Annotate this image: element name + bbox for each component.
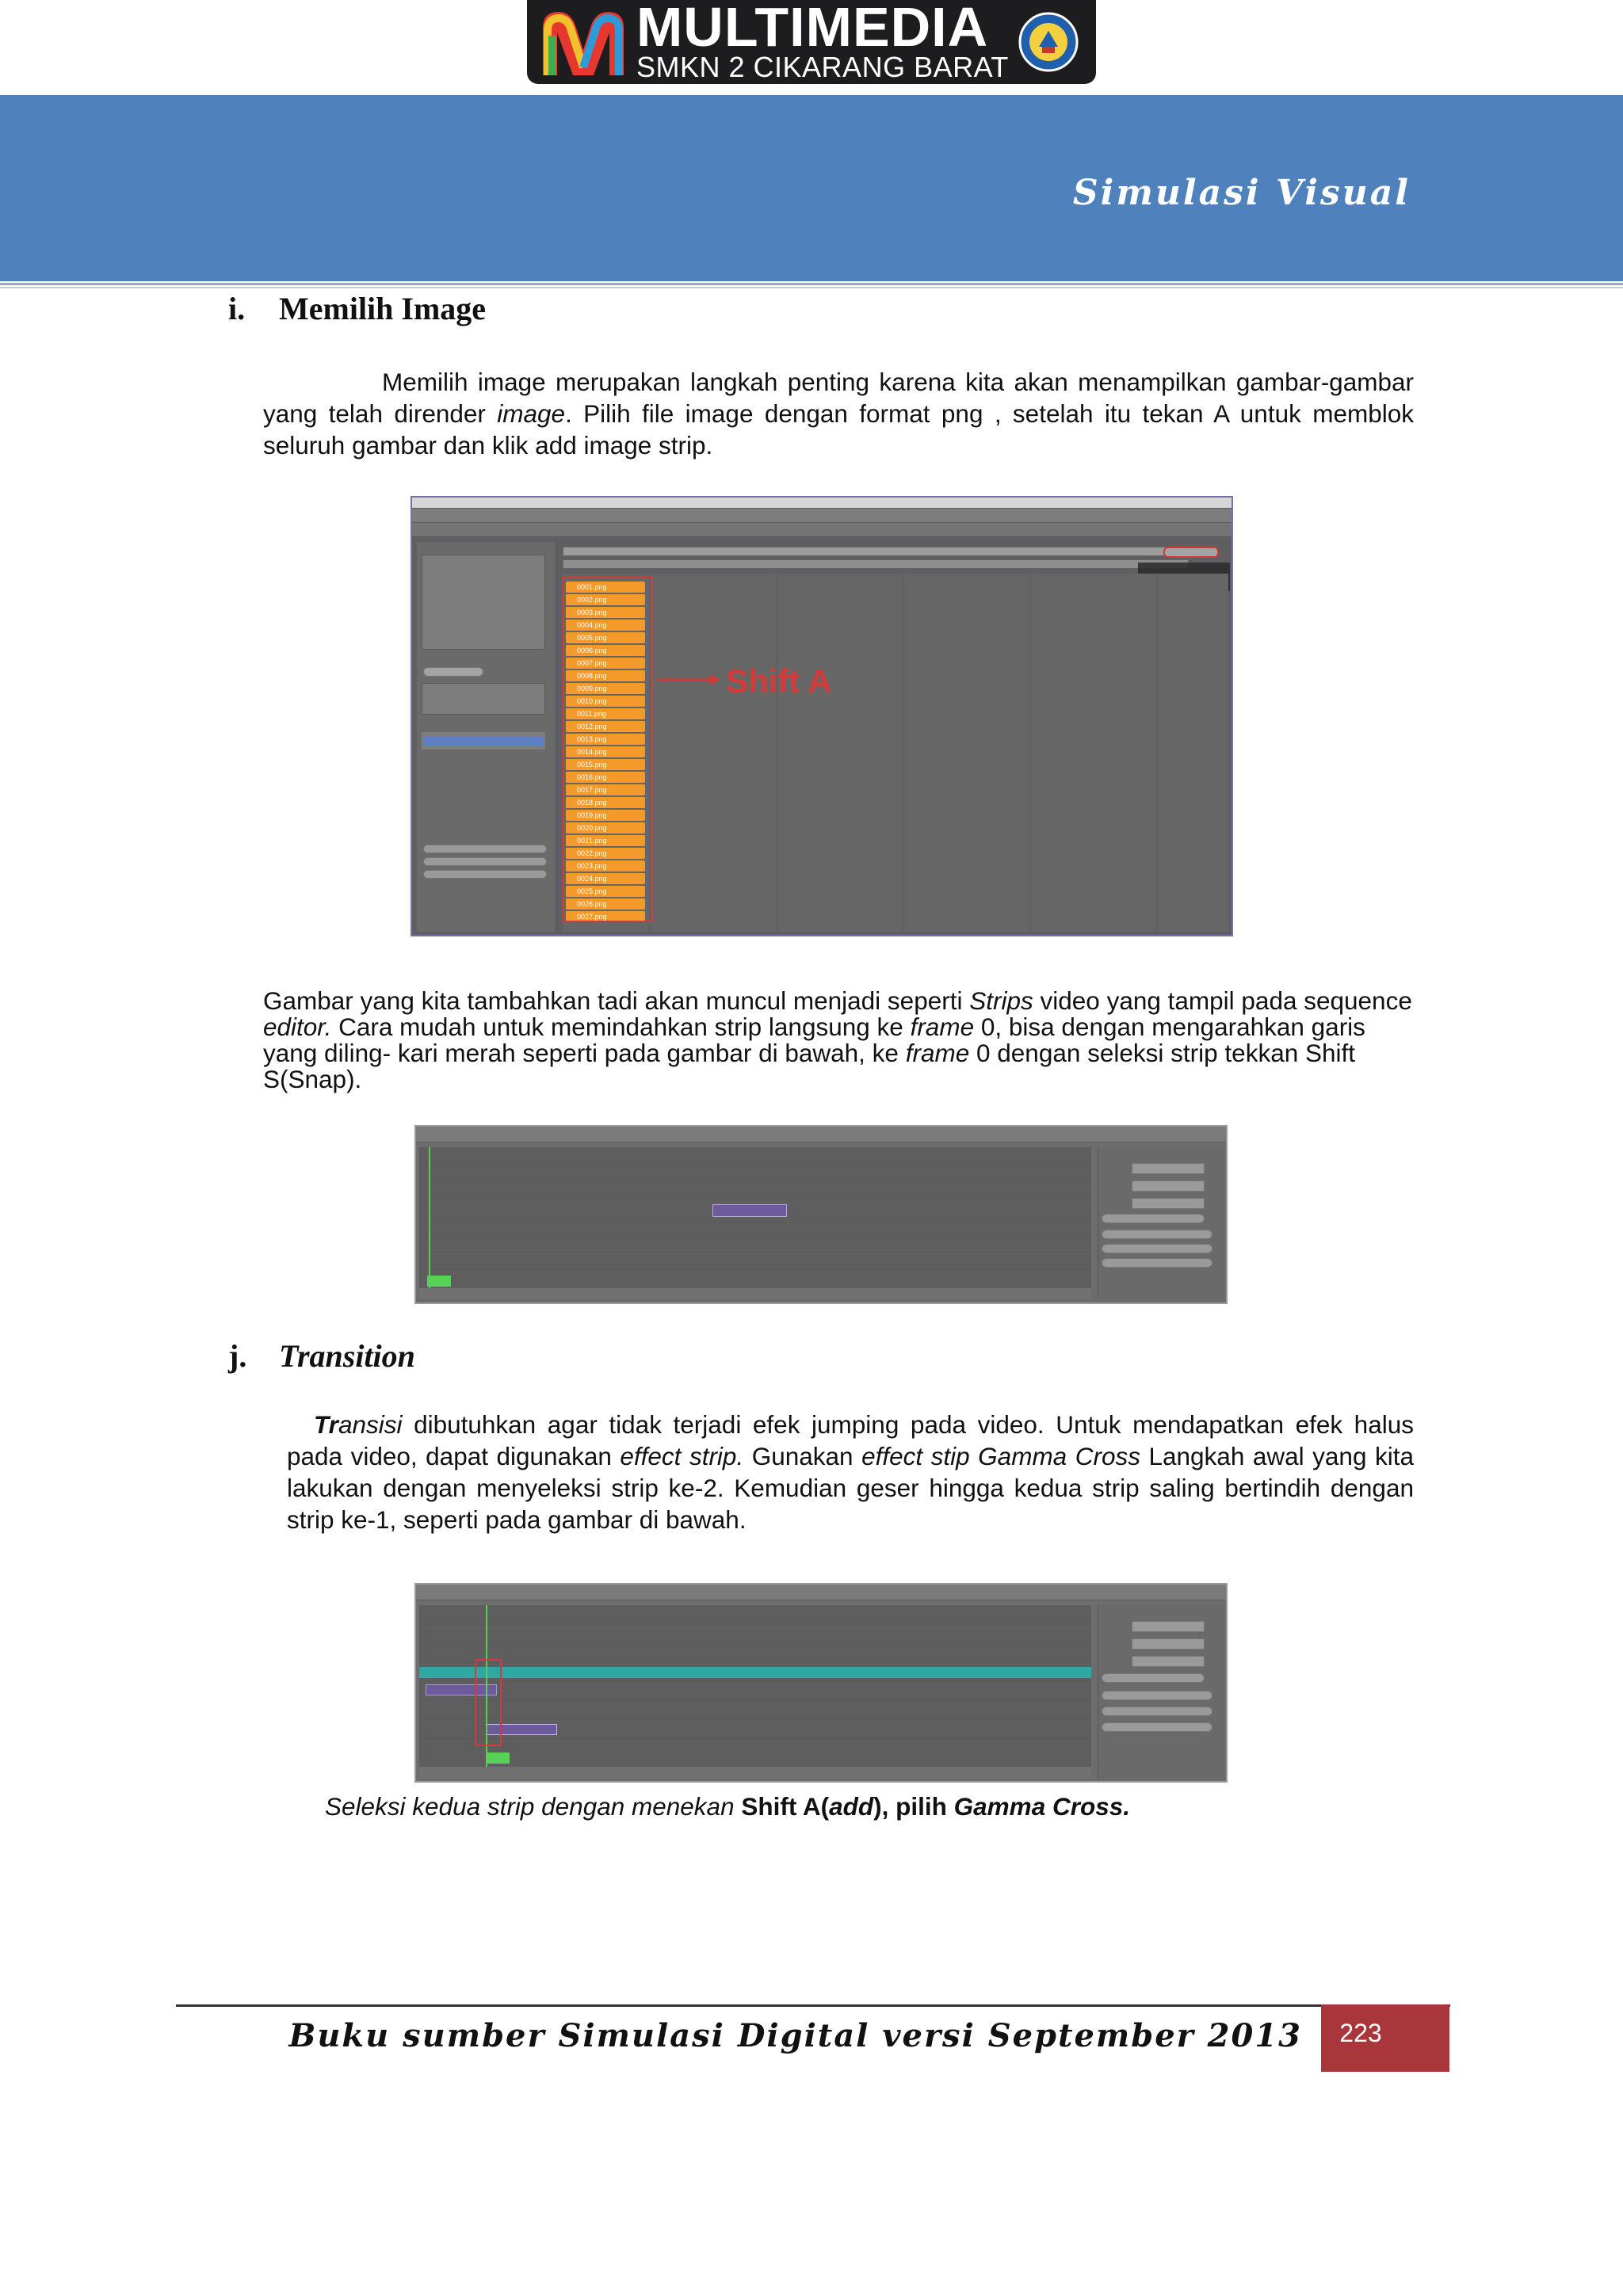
file-list-item[interactable]: 0006.png — [566, 645, 645, 656]
file-list-item[interactable]: 0018.png — [566, 797, 645, 808]
channel-line — [419, 1252, 1091, 1253]
start-frame-field[interactable] — [1102, 1244, 1212, 1253]
bookmarks-list — [422, 683, 545, 715]
text-emphasis: frame — [905, 1039, 970, 1067]
channel-line — [419, 1738, 1091, 1739]
file-list-item[interactable]: 0023.png — [566, 860, 645, 871]
figure-caption — [325, 1791, 1130, 1822]
shift-a-annotation: Shift A — [726, 662, 832, 700]
filename-field[interactable] — [563, 559, 1189, 569]
screenshot-overlapping-strips — [414, 1583, 1228, 1783]
text-emphasis: Strips — [969, 986, 1033, 1015]
section-title: Memilih Image — [279, 291, 487, 326]
section-number: i. — [228, 291, 246, 326]
file-list-item[interactable]: 0015.png — [566, 759, 645, 770]
school-badge-icon — [1018, 12, 1079, 72]
text-emphasis: Seleksi kedua strip dengan menekan — [325, 1792, 742, 1821]
file-list-item[interactable]: 0020.png — [566, 822, 645, 833]
text-run: dibutuhkan agar tidak terjadi efek jumping pada video. Untuk mendapatkan efek halus pada video, dapat digunakan — [287, 1410, 1414, 1470]
arrow-right-icon — [658, 672, 721, 688]
channel-line — [419, 1269, 1091, 1270]
end-frame-field[interactable] — [423, 857, 547, 866]
text-run: Cara mudah untuk memindahkan strip langsung ke — [331, 1013, 911, 1041]
frame-indicator — [427, 1276, 451, 1287]
file-list-item[interactable]: 0001.png — [566, 582, 645, 593]
channel-line — [419, 1700, 1091, 1701]
file-list-item[interactable]: 0005.png — [566, 632, 645, 643]
opacity-field[interactable] — [1102, 1673, 1205, 1683]
text-run: Langkah awal yang kita lakukan dengan menyeleksi strip ke-2. Kemudian geser hingga kedua strip saling bertindih dengan strip ke-1, seperti pada gambar di bawah. — [287, 1442, 1414, 1534]
banner-divider — [0, 283, 1623, 285]
edit-strip-panel — [1098, 1605, 1224, 1779]
blend-select[interactable] — [1132, 1656, 1205, 1667]
logo-title: MULTIMEDIA — [636, 0, 989, 58]
effect-strip[interactable] — [419, 1667, 1091, 1678]
directory-path-field[interactable] — [563, 547, 1189, 556]
file-list-item[interactable]: 0017.png — [566, 784, 645, 795]
timeline-ruler — [419, 1288, 1091, 1299]
menu-bar — [412, 509, 1232, 523]
channel-line — [419, 1643, 1091, 1644]
channel-line — [419, 1662, 1091, 1663]
file-list-item[interactable]: 0024.png — [566, 873, 645, 884]
channel-field[interactable] — [1102, 1691, 1212, 1700]
file-list-item[interactable]: 0002.png — [566, 594, 645, 605]
blend-select[interactable] — [1132, 1198, 1205, 1209]
text-run: Memilih image merupakan langkah penting karena kita akan menampilkan gambar-gambar yang telah dirender — [263, 368, 1414, 428]
text-strong-emphasis: Gamma Cross. — [953, 1792, 1131, 1821]
add-image-strip-button[interactable] — [1163, 547, 1219, 558]
file-list-item[interactable]: 0022.png — [566, 848, 645, 859]
start-frame-field[interactable] — [1102, 1707, 1212, 1716]
text-emphasis: ansisi — [338, 1410, 403, 1439]
text-run: 0, bisa dengan mengarahkan garis yang diling- kari merah seperti pada gambar di bawah, ke — [263, 1013, 1365, 1067]
text-emphasis: editor. — [263, 1013, 332, 1041]
screenshot-sequence-editor — [414, 1125, 1228, 1304]
window-titlebar — [412, 498, 1232, 509]
file-list-item[interactable]: 0026.png — [566, 898, 645, 910]
length-field[interactable] — [1102, 1722, 1212, 1732]
file-list-item[interactable]: 0003.png — [566, 607, 645, 618]
file-grid-lines — [563, 574, 1228, 932]
recent-item-selected[interactable] — [423, 737, 544, 746]
file-list-item[interactable]: 0027.png — [566, 911, 645, 922]
channel-field[interactable] — [1102, 1230, 1212, 1239]
text-run: 0 dengan seleksi strip tekkan Shift S(Snap). — [263, 1039, 1356, 1093]
selection-highlight-box — [563, 577, 653, 922]
opacity-field[interactable] — [1102, 1214, 1205, 1223]
file-list-item[interactable]: 0013.png — [566, 734, 645, 745]
channel-line — [419, 1681, 1091, 1682]
strip-name-field[interactable] — [1132, 1163, 1205, 1174]
text-run: Gambar yang kita tambahkan tadi akan muncul menjadi seperti — [263, 986, 970, 1015]
channel-field[interactable] — [423, 870, 547, 879]
edit-strip-panel — [1098, 1147, 1224, 1299]
file-list-item[interactable]: 0021.png — [566, 835, 645, 846]
file-list-item[interactable]: 0011.png — [566, 708, 645, 719]
section-number: j. — [228, 1338, 247, 1374]
section-i-heading — [228, 290, 486, 327]
paragraph-strips — [263, 988, 1414, 1093]
side-panel — [417, 542, 556, 932]
frame-indicator — [486, 1753, 510, 1764]
image-strip[interactable] — [712, 1204, 787, 1217]
file-list-item[interactable]: 0019.png — [566, 810, 645, 821]
file-list-item[interactable]: 0012.png — [566, 721, 645, 732]
file-list-item[interactable]: 0007.png — [566, 658, 645, 669]
text-emphasis: frame — [910, 1013, 975, 1041]
footer-book-title: Buku sumber Simulasi Digital versi September 2013 — [288, 2017, 1302, 2054]
editor-header — [416, 1585, 1226, 1600]
file-grid — [563, 574, 1228, 932]
timeline-ruler — [419, 1767, 1091, 1778]
system-list — [422, 555, 545, 650]
text-emphasis: effect strip. — [620, 1442, 744, 1470]
sequence-area — [419, 1605, 1091, 1767]
playhead-line[interactable] — [429, 1147, 430, 1288]
file-list-item[interactable]: 0025.png — [566, 886, 645, 897]
toolbar — [412, 523, 1232, 537]
text-emphasis: effect stip Gamma Cross — [861, 1442, 1140, 1470]
banner-divider-thin — [0, 287, 1623, 288]
text-strong-emphasis: add — [829, 1792, 874, 1821]
overlap-highlight-box — [475, 1659, 502, 1746]
file-list-item[interactable]: 0016.png — [566, 772, 645, 783]
page-number: 223 — [1339, 2019, 1382, 2047]
text-run: Gunakan — [743, 1442, 862, 1470]
subject-title: Simulasi Visual — [1072, 173, 1411, 213]
school-logo — [527, 0, 1096, 84]
text-strong: ), pilih — [873, 1792, 954, 1821]
footer-rule — [176, 2004, 1450, 2007]
file-list-item[interactable]: 0010.png — [566, 696, 645, 707]
channel-line — [419, 1719, 1091, 1720]
channel-line — [419, 1217, 1091, 1218]
text-run: . Pilih file image dengan format png , setelah itu tekan A untuk memblok seluruh gambar dan klik add image strip. — [263, 399, 1414, 460]
text-strong: Shift A( — [741, 1792, 830, 1821]
file-list-item[interactable]: 0004.png — [566, 620, 645, 631]
text-run: video yang tampil pada sequence — [1033, 986, 1412, 1015]
logo-subtitle: SMKN 2 CIKARANG BARAT — [636, 51, 1009, 83]
strip-type-field — [1132, 1180, 1205, 1192]
section-title: Transition — [279, 1338, 415, 1374]
start-frame-field[interactable] — [423, 845, 547, 853]
multimedia-m-icon — [537, 4, 630, 80]
text-emphasis: image — [497, 399, 566, 428]
file-list-item[interactable]: 0009.png — [566, 683, 645, 694]
strip-type-field — [1132, 1638, 1205, 1650]
length-field[interactable] — [1102, 1258, 1212, 1268]
paragraph-memilih-image — [263, 366, 1414, 461]
strip-name-field[interactable] — [1132, 1621, 1205, 1632]
add-bookmark-button[interactable] — [423, 667, 483, 677]
editor-header — [416, 1127, 1226, 1142]
channel-line — [419, 1624, 1091, 1625]
channel-line — [419, 1199, 1091, 1200]
screenshot-file-browser — [411, 496, 1233, 936]
section-j-heading — [228, 1337, 415, 1375]
channel-line — [419, 1182, 1091, 1183]
channel-line — [419, 1234, 1091, 1235]
text-strong: Tr — [314, 1410, 338, 1439]
file-list-item[interactable]: 0014.png — [566, 746, 645, 757]
sequence-area — [419, 1147, 1091, 1288]
paragraph-transition — [287, 1409, 1414, 1535]
file-list-item[interactable]: 0008.png — [566, 670, 645, 681]
